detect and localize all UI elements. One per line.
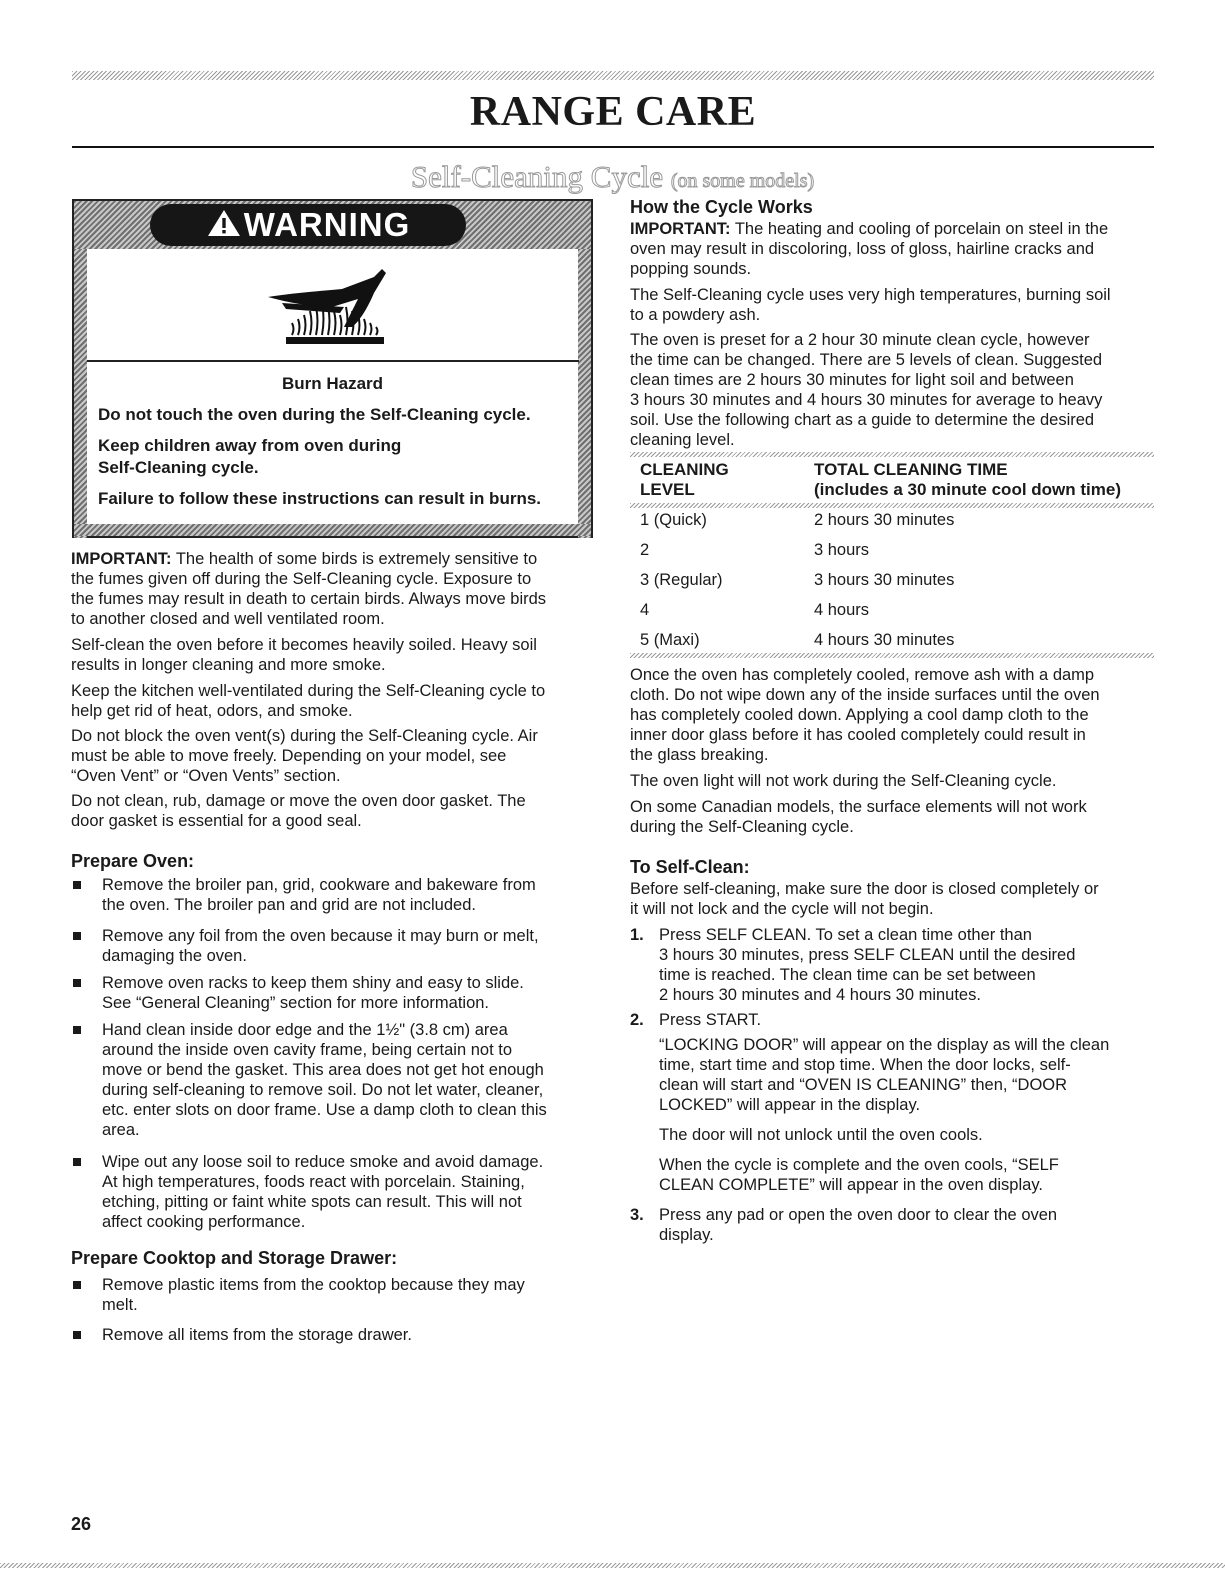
warning-line-2: Keep children away from oven during xyxy=(98,436,402,455)
warning-divider xyxy=(87,360,579,362)
right-important-paragraph: IMPORTANT: The heating and cooling of porcelain on steel in the oven may result in discoloring, loss of gloss, hairline cracks and popping sounds. xyxy=(630,220,1109,278)
warning-banner xyxy=(74,201,591,249)
burn-hazard-icon xyxy=(262,263,412,347)
self-clean-step: Press SELF CLEAN. To set a clean time other than 3 hours 30 minutes, press SELF CLEAN until the desired time is reached. The clean time can be set between 2 hours 30 minutes and 4 hours 30 minutes. xyxy=(659,926,1076,1004)
left-paragraph-1: Self-clean the oven before it becomes heavily soiled. Heavy soil results in longer cleaning and more smoke. xyxy=(71,636,537,674)
prepare-oven-item: Remove oven racks to keep them shiny and easy to slide. See “General Cleaning” section for more information. xyxy=(102,974,524,1012)
table-bottom-rule xyxy=(630,653,1154,658)
table-cell-level: 3 (Regular) xyxy=(640,571,723,589)
prepare-cooktop-item: Remove plastic items from the cooktop because they may melt. xyxy=(102,1276,525,1314)
bullet-icon xyxy=(73,1281,81,1289)
burn-hazard-title: Burn Hazard xyxy=(281,374,384,393)
prepare-cooktop-item: Remove all items from the storage drawer. xyxy=(102,1326,412,1344)
self-clean-step: Press START. xyxy=(659,1011,762,1029)
step-number: 1. xyxy=(630,926,644,944)
self-clean-step-note: The door will not unlock until the oven cools. xyxy=(659,1126,983,1144)
warning-box xyxy=(72,199,593,538)
self-clean-intro: Before self-cleaning, make sure the door is closed completely or it will not lock and the cycle will not begin. xyxy=(630,880,1099,918)
bullet-icon xyxy=(73,1158,81,1166)
page-number: 26 xyxy=(71,1514,92,1534)
table-cell-time: 4 hours xyxy=(814,601,870,619)
prepare-oven-heading: Prepare Oven: xyxy=(71,851,195,871)
prepare-oven-item: Hand clean inside door edge and the 1½" (3.8 cm) area around the inside oven cavity frame, being certain not to move or bend the gasket. This area does not get hot enough during self-cleaning to remove soil. Do not let water, cleaner, etc. enter slots on door frame. Use a damp cloth to clean this area. xyxy=(102,1021,547,1139)
warning-line-4: Failure to follow these instructions can result in burns. xyxy=(98,489,542,508)
table-cell-level: 2 xyxy=(640,541,650,559)
title-rule xyxy=(72,146,1154,148)
table-cell-time: 4 hours 30 minutes xyxy=(814,631,955,649)
left-important-paragraph: IMPORTANT: The health of some birds is extremely sensitive to the fumes given off during the Self-Cleaning cycle. Exposure to the fumes may result in death to certain birds. Always move birds to another closed and well ventilated room. xyxy=(71,550,547,628)
left-paragraph-2: Keep the kitchen well-ventilated during the Self-Cleaning cycle to help get rid of heat, odors, and smoke. xyxy=(71,682,546,720)
to-self-clean-heading: To Self-Clean: xyxy=(630,857,750,877)
warning-line-1: Do not touch the oven during the Self-Cleaning cycle. xyxy=(98,405,531,424)
prepare-oven-item: Remove the broiler pan, grid, cookware and bakeware from the oven. The broiler pan and grid are not included. xyxy=(102,876,536,914)
table-top-rule xyxy=(630,452,1154,457)
section-title-suffix: (on some models) xyxy=(670,170,815,192)
bottom-hatched-rule xyxy=(0,1563,1225,1568)
page-title: RANGE CARE xyxy=(469,89,757,135)
right-paragraph-4: The oven light will not work during the Self-Cleaning cycle. xyxy=(630,772,1057,790)
table-header-level: CLEANING LEVEL xyxy=(640,460,729,499)
right-paragraph-3: Once the oven has completely cooled, remove ash with a damp cloth. Do not wipe down any of the inside surfaces until the oven has completely cooled down. Applying a cool damp cloth to the inner door glass before it has cooled completely could result in the glass breaking. xyxy=(630,666,1100,764)
important-label: IMPORTANT: xyxy=(630,220,731,238)
table-cell-level: 5 (Maxi) xyxy=(640,631,700,649)
self-clean-step: Press any pad or open the oven door to clear the oven display. xyxy=(659,1206,1058,1244)
section-title xyxy=(0,158,1225,200)
table-cell-time: 2 hours 30 minutes xyxy=(814,511,955,529)
bullet-icon xyxy=(73,1331,81,1339)
right-paragraph-1: The Self-Cleaning cycle uses very high temperatures, burning soil to a powdery ash. xyxy=(630,286,1111,324)
warning-border-bottom xyxy=(74,524,591,536)
left-paragraph-3: Do not block the oven vent(s) during the Self-Cleaning cycle. Air must be able to move freely. Depending on your model, see “Oven Vent” or “Oven Vents” section. xyxy=(71,727,538,785)
table-header-time: TOTAL CLEANING TIME (includes a 30 minute cool down time) xyxy=(814,460,1121,499)
table-cell-level: 4 xyxy=(640,601,650,619)
prepare-oven-item: Wipe out any loose soil to reduce smoke and avoid damage. At high temperatures, foods react with porcelain. Staining, etching, pitting or faint white spots can result. This will not affect cooking performance. xyxy=(102,1153,544,1231)
how-cycle-works-heading: How the Cycle Works xyxy=(630,197,813,217)
bullet-icon xyxy=(73,881,81,889)
left-paragraph-4: Do not clean, rub, damage or move the oven door gasket. The door gasket is essential for a good seal. xyxy=(71,792,526,830)
top-hatched-rule xyxy=(72,71,1154,80)
bullet-icon xyxy=(73,979,81,987)
warning-line-3: Self-Cleaning cycle. xyxy=(98,458,259,477)
table-cell-time: 3 hours 30 minutes xyxy=(814,571,955,589)
important-label: IMPORTANT: xyxy=(71,550,172,568)
section-title-text: Self-Cleaning Cycle xyxy=(410,159,664,194)
right-paragraph-2: The oven is preset for a 2 hour 30 minute clean cycle, however the time can be changed. There are 5 levels of clean. Suggested clean times are 2 hours 30 minutes for light soil and between 3 hours 30 minutes and 4 hours 30 minutes for average to heavy soil. Use the following chart as a guide to determine the desired cleaning level. xyxy=(630,331,1103,449)
self-clean-step-note: When the cycle is complete and the oven cools, “SELF CLEAN COMPLETE” will appear in the oven display. xyxy=(659,1156,1059,1194)
prepare-cooktop-heading: Prepare Cooktop and Storage Drawer: xyxy=(71,1248,398,1268)
right-paragraph-5: On some Canadian models, the surface elements will not work during the Self-Cleaning cycle. xyxy=(630,798,1087,836)
bullet-icon xyxy=(73,932,81,940)
prepare-oven-item: Remove any foil from the oven because it may burn or melt, damaging the oven. xyxy=(102,927,539,965)
step-number: 2. xyxy=(630,1011,644,1029)
warning-label: WARNING xyxy=(243,206,411,243)
table-header-rule xyxy=(630,503,1154,508)
step-number: 3. xyxy=(630,1206,644,1224)
self-clean-step-note: “LOCKING DOOR” will appear on the display as will the clean time, start time and stop time. When the door locks, self- clean will start and “OVEN IS CLEANING” then, “DOOR LOCKED” will appear in the display. xyxy=(659,1036,1110,1114)
warning-triangle-icon xyxy=(206,208,242,238)
table-cell-time: 3 hours xyxy=(814,541,870,559)
bullet-icon xyxy=(73,1026,81,1034)
warning-pill xyxy=(150,204,466,246)
table-cell-level: 1 (Quick) xyxy=(640,511,707,529)
